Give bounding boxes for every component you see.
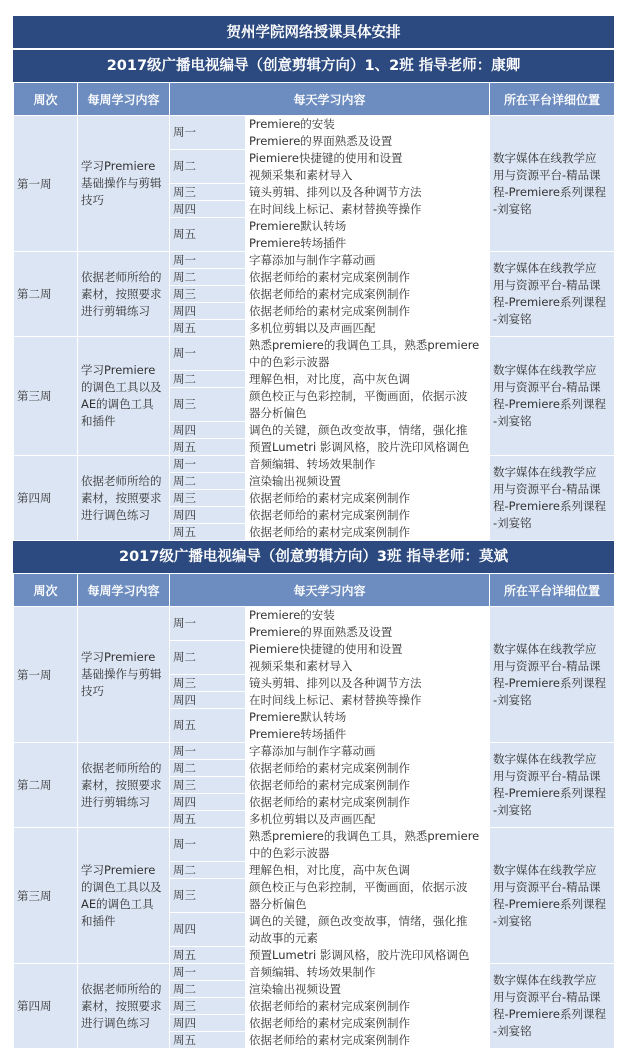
daily-task: 音频编辑、转场效果制作 [246, 456, 490, 473]
day-label: 周一 [170, 456, 246, 473]
daily-task: 依据老师给的素材完成案例制作 [246, 286, 490, 303]
platform-location-line: 数字媒体在线教学应 [493, 465, 597, 479]
day-label: 周一 [170, 337, 246, 371]
daily-task: 器分析偏色 [246, 405, 490, 422]
weekly-content [78, 607, 170, 743]
weekly-content-line: 学习Premiere [81, 650, 156, 664]
daily-task: 依据老师给的素材完成案例制作 [246, 1032, 490, 1049]
day-label: 周二 [170, 371, 246, 388]
daily-task: 依据老师给的素材完成案例制作 [246, 507, 490, 524]
platform-location-line: 数字媒体在线教学应 [493, 752, 597, 766]
day-label: 周五 [170, 320, 246, 337]
daily-task: Piemiere快捷键的使用和设置 [246, 641, 490, 658]
day-label: 周三 [170, 998, 246, 1015]
weekly-content [78, 252, 170, 337]
daily-task: 镜头剪辑、排列以及各种调节方法 [246, 675, 490, 692]
daily-task: 预置Lumetri 影调风格，胶片洗印风格调色 [246, 439, 490, 456]
schedule-table [13, 573, 615, 1049]
platform-location-line: 用与资源平台-精品课 [493, 990, 601, 1004]
section-heading: 2017级广播电视编导（创意剪辑方向）1、2班 指导老师：康卿 [13, 50, 614, 82]
daily-task: 渲染输出视频设置 [246, 981, 490, 998]
daily-task: Premiere的安装 [246, 607, 490, 624]
daily-task: 调色的关键，颜色改变故事，情绪，强化推 [246, 913, 490, 930]
daily-task: 颜色校正与色彩控制，平衡画面，依据示波 [246, 879, 490, 896]
platform-location-line: -刘宴铭 [493, 201, 532, 216]
day-label: 周一 [170, 607, 246, 641]
weekly-content [78, 828, 170, 964]
platform-location-line: 用与资源平台-精品课 [493, 167, 601, 182]
daily-task: Piemiere快捷键的使用和设置 [246, 150, 490, 167]
section-heading: 2017级广播电视编导（创意剪辑方向）3班 指导老师：莫斌 [13, 541, 614, 573]
platform-location [490, 743, 615, 828]
daily-column-header: 每天学习内容 [170, 574, 490, 607]
table-row [14, 964, 615, 981]
platform-location-line: 数字媒体在线教学应 [493, 641, 597, 656]
weekly-content-line: 和插件 [81, 414, 116, 428]
platform-location-line: -刘宴铭 [493, 1024, 532, 1038]
day-label: 周一 [170, 964, 246, 981]
daily-task: 字幕添加与制作字幕动画 [246, 743, 490, 760]
table-row [14, 456, 615, 473]
weekly-content [78, 337, 170, 456]
platform-location-line: -刘宴铭 [493, 803, 532, 817]
platform-location-line: 用与资源平台-精品课 [493, 380, 601, 394]
week-label: 第一周 [14, 607, 78, 743]
header-row [14, 574, 615, 607]
table-row [14, 828, 615, 845]
platform-location-line: 程-Premiere系列课程 [493, 1007, 606, 1021]
week-label: 第三周 [14, 828, 78, 964]
platform-location [490, 964, 615, 1049]
platform-location [490, 252, 615, 337]
day-label: 周四 [170, 1015, 246, 1032]
day-label: 周五 [170, 709, 246, 743]
platform-location-line: 程-Premiere系列课程 [493, 397, 606, 411]
platform-location-line: 数字媒体在线教学应 [493, 150, 597, 165]
daily-task: 依据老师给的素材完成案例制作 [246, 777, 490, 794]
weekly-content-line: 进行剪辑练习 [81, 794, 150, 809]
day-label: 周四 [170, 201, 246, 218]
sections-container [13, 50, 614, 1049]
platform-location-line: 数字媒体在线教学应 [493, 363, 597, 377]
platform-location-line: 程-Premiere系列课程 [493, 499, 606, 513]
day-label: 周三 [170, 675, 246, 692]
daily-task: 依据老师给的素材完成案例制作 [246, 760, 490, 777]
platform-column-header: 所在平台详细位置 [490, 574, 615, 607]
daily-task: 中的色彩示波器 [246, 354, 490, 371]
day-label: 周四 [170, 913, 246, 947]
day-label: 周一 [170, 828, 246, 862]
daily-task: Premiere的界面熟悉及设置 [246, 624, 490, 641]
platform-location-line: 程-Premiere系列课程 [493, 675, 606, 690]
day-label: 周五 [170, 524, 246, 541]
weekly-content-line: 进行剪辑练习 [81, 303, 150, 318]
table-row [14, 116, 615, 133]
weekly-content [78, 964, 170, 1049]
day-label: 周四 [170, 303, 246, 320]
day-label: 周四 [170, 422, 246, 439]
header-row [14, 83, 615, 116]
weekly-content-line: 素材，按照要求 [81, 286, 162, 301]
day-label: 周三 [170, 388, 246, 422]
page-title: 贺州学院网络授课具体安排 [13, 16, 614, 50]
weekly-content-line: 基础操作与剪辑 [81, 176, 162, 190]
class-section [13, 50, 614, 541]
weekly-content-line: AE的调色工具 [81, 397, 154, 411]
week-label: 第四周 [14, 456, 78, 541]
weekly-content-line: 的调色工具以及 [81, 380, 162, 394]
platform-location-line: -刘宴铭 [493, 414, 532, 428]
platform-location-line: 程-Premiere系列课程 [493, 184, 606, 199]
day-label: 周四 [170, 794, 246, 811]
day-label: 周三 [170, 777, 246, 794]
day-label: 周三 [170, 879, 246, 913]
week-column-header: 周次 [14, 83, 78, 116]
platform-location-line: 用与资源平台-精品课 [493, 482, 601, 496]
weekly-column-header: 每周学习内容 [78, 83, 170, 116]
daily-task: 预置Lumetri 影调风格，胶片洗印风格调色 [246, 947, 490, 964]
day-label: 周二 [170, 473, 246, 490]
weekly-content-line: 依据老师所给的 [81, 981, 162, 996]
platform-location-line: 程-Premiere系列课程 [493, 295, 606, 309]
day-label: 周三 [170, 490, 246, 507]
day-label: 周五 [170, 811, 246, 828]
daily-task: 在时间线上标记、素材替换等操作 [246, 201, 490, 218]
day-label: 周四 [170, 507, 246, 524]
daily-task: 熟悉premiere的我调色工具，熟悉premiere [246, 337, 490, 354]
weekly-content-line: 技巧 [81, 193, 104, 207]
day-label: 周三 [170, 286, 246, 303]
daily-task: 动故事的元素 [246, 930, 490, 947]
weekly-content-line: 进行调色练习 [81, 507, 150, 522]
day-label: 周一 [170, 116, 246, 150]
daily-task: Premiere的界面熟悉及设置 [246, 133, 490, 150]
weekly-column-header: 每周学习内容 [78, 574, 170, 607]
class-section [13, 541, 614, 1049]
daily-task: Premiere默认转场 [246, 218, 490, 235]
weekly-content [78, 456, 170, 541]
week-label: 第二周 [14, 252, 78, 337]
table-row [14, 743, 615, 760]
day-label: 周五 [170, 218, 246, 252]
week-label: 第四周 [14, 964, 78, 1049]
platform-location-line: 数字媒体在线教学应 [493, 973, 597, 987]
platform-location-line: 程-Premiere系列课程 [493, 786, 606, 800]
platform-column-header: 所在平台详细位置 [490, 83, 615, 116]
platform-location-line: 数字媒体在线教学应 [493, 261, 597, 275]
table-row [14, 337, 615, 354]
platform-location-line: 用与资源平台-精品课 [493, 278, 601, 292]
daily-task: 理解色相，对比度，高中灰色调 [246, 862, 490, 879]
day-label: 周二 [170, 269, 246, 286]
daily-column-header: 每天学习内容 [170, 83, 490, 116]
weekly-content-line: 的调色工具以及 [81, 879, 162, 894]
platform-location-line: -刘宴铭 [493, 312, 532, 326]
day-label: 周二 [170, 150, 246, 184]
platform-location-line: 程-Premiere系列课程 [493, 896, 606, 911]
platform-location-line: 用与资源平台-精品课 [493, 658, 601, 673]
weekly-content-line: 学习Premiere [81, 159, 156, 173]
daily-task: 视频采集和素材导入 [246, 658, 490, 675]
platform-location-line: 用与资源平台-精品课 [493, 879, 601, 894]
weekly-content-line: 素材，按照要求 [81, 490, 162, 505]
daily-task: 依据老师给的素材完成案例制作 [246, 524, 490, 541]
platform-location [490, 828, 615, 964]
platform-location-line: 数字媒体在线教学应 [493, 862, 597, 877]
day-label: 周一 [170, 252, 246, 269]
weekly-content-line: 素材，按照要求 [81, 777, 162, 792]
daily-task: 熟悉premiere的我调色工具，熟悉premiere [246, 828, 490, 845]
weekly-content-line: AE的调色工具 [81, 896, 154, 911]
daily-task: 理解色相，对比度，高中灰色调 [246, 371, 490, 388]
table-row [14, 252, 615, 269]
daily-task: 器分析偏色 [246, 896, 490, 913]
daily-task: 多机位剪辑以及声画匹配 [246, 320, 490, 337]
day-label: 周二 [170, 641, 246, 675]
day-label: 周二 [170, 760, 246, 777]
daily-task: 音频编辑、转场效果制作 [246, 964, 490, 981]
day-label: 周四 [170, 692, 246, 709]
week-label: 第一周 [14, 116, 78, 252]
day-label: 周五 [170, 947, 246, 964]
daily-task: 中的色彩示波器 [246, 845, 490, 862]
day-label: 周二 [170, 862, 246, 879]
daily-task: Premiere转场插件 [246, 235, 490, 252]
weekly-content-line: 依据老师所给的 [81, 760, 162, 775]
platform-location-line: -刘宴铭 [493, 692, 532, 707]
day-label: 周五 [170, 439, 246, 456]
weekly-content [78, 743, 170, 828]
daily-task: Premiere转场插件 [246, 726, 490, 743]
daily-task: 渲染输出视频设置 [246, 473, 490, 490]
day-label: 周一 [170, 743, 246, 760]
weekly-content [78, 116, 170, 252]
platform-location [490, 607, 615, 743]
daily-task: 在时间线上标记、素材替换等操作 [246, 692, 490, 709]
day-label: 周二 [170, 981, 246, 998]
day-label: 周三 [170, 184, 246, 201]
daily-task: 颜色校正与色彩控制，平衡画面，依据示波 [246, 388, 490, 405]
platform-location-line: -刘宴铭 [493, 913, 532, 928]
weekly-content-line: 学习Premiere [81, 862, 156, 877]
weekly-content-line: 基础操作与剪辑 [81, 667, 162, 681]
daily-task: 镜头剪辑、排列以及各种调节方法 [246, 184, 490, 201]
week-column-header: 周次 [14, 574, 78, 607]
daily-task: 多机位剪辑以及声画匹配 [246, 811, 490, 828]
week-label: 第二周 [14, 743, 78, 828]
day-label: 周五 [170, 1032, 246, 1049]
weekly-content-line: 依据老师所给的 [81, 269, 162, 284]
daily-task: 字幕添加与制作字幕动画 [246, 252, 490, 269]
platform-location-line: 用与资源平台-精品课 [493, 769, 601, 783]
platform-location [490, 337, 615, 456]
daily-task: 依据老师给的素材完成案例制作 [246, 1015, 490, 1032]
weekly-content-line: 学习Premiere [81, 363, 156, 377]
daily-task: Premiere默认转场 [246, 709, 490, 726]
daily-task: 依据老师给的素材完成案例制作 [246, 303, 490, 320]
daily-task: 依据老师给的素材完成案例制作 [246, 998, 490, 1015]
daily-task: 依据老师给的素材完成案例制作 [246, 794, 490, 811]
daily-task: Premiere的安装 [246, 116, 490, 133]
weekly-content-line: 技巧 [81, 684, 104, 698]
weekly-content-line: 和插件 [81, 913, 116, 928]
platform-location [490, 116, 615, 252]
weekly-content-line: 进行调色练习 [81, 1015, 150, 1030]
schedule-table [13, 82, 615, 541]
table-row [14, 607, 615, 624]
weekly-content-line: 依据老师所给的 [81, 473, 162, 488]
daily-task: 依据老师给的素材完成案例制作 [246, 490, 490, 507]
daily-task: 依据老师给的素材完成案例制作 [246, 269, 490, 286]
platform-location [490, 456, 615, 541]
platform-location-line: -刘宴铭 [493, 516, 532, 530]
schedule-document [13, 0, 614, 1049]
daily-task: 调色的关键，颜色改变故事，情绪，强化推 [246, 422, 490, 439]
weekly-content-line: 素材，按照要求 [81, 998, 162, 1013]
daily-task: 视频采集和素材导入 [246, 167, 490, 184]
week-label: 第三周 [14, 337, 78, 456]
